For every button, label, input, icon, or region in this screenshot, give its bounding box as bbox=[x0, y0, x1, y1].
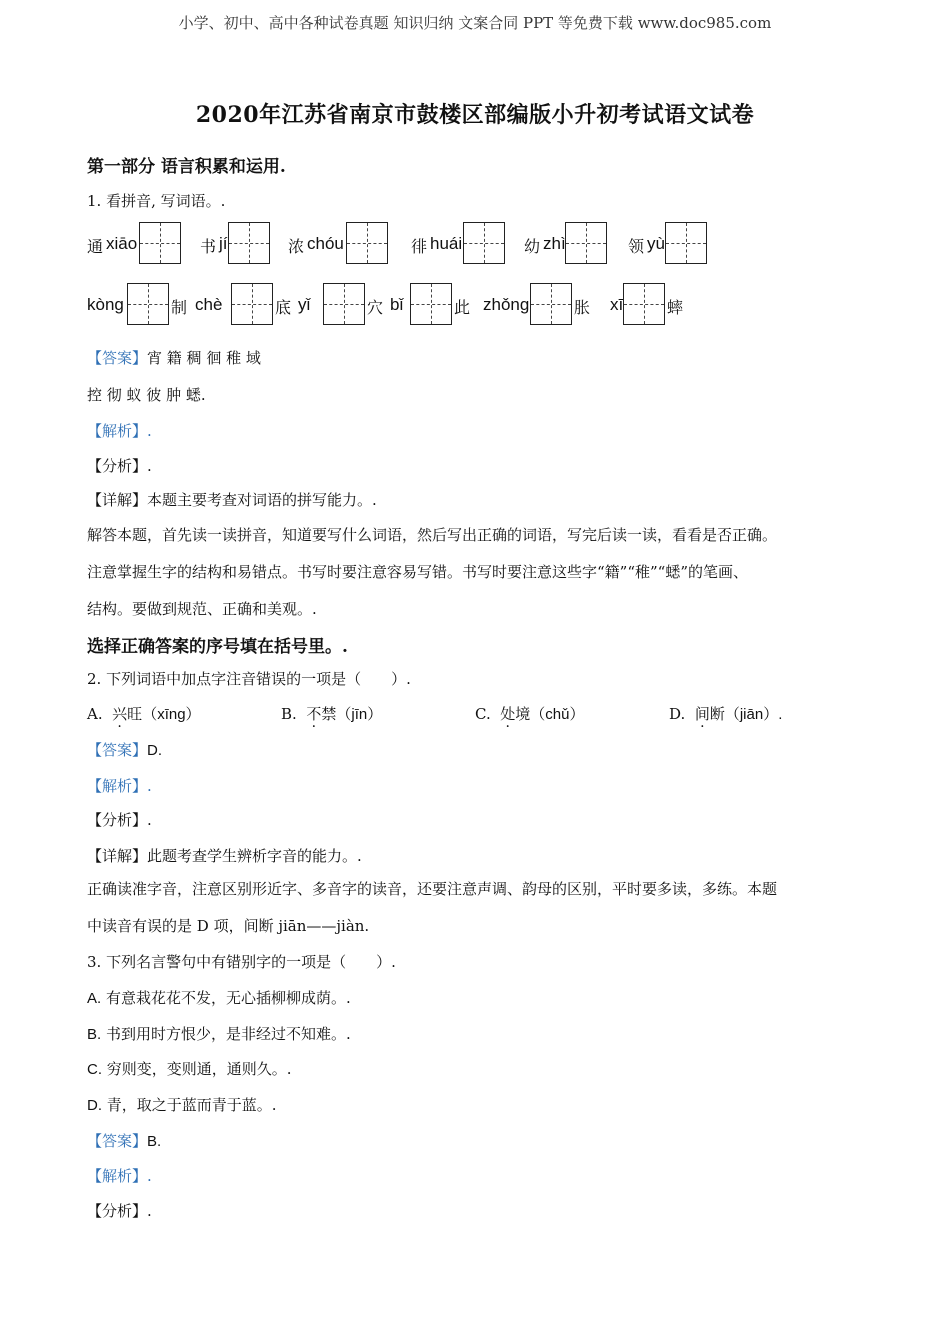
dotted-char: 不 bbox=[306, 705, 322, 723]
word-prefix: 徘 bbox=[411, 237, 428, 256]
writing-box[interactable] bbox=[623, 283, 665, 325]
answer-label: 【答案】 bbox=[87, 349, 148, 367]
q3-option[interactable] bbox=[87, 1058, 292, 1079]
option-word: 旺 bbox=[127, 705, 143, 723]
xiangjie-label: 【详解】 bbox=[87, 491, 148, 509]
word-prefix: 浓 bbox=[288, 237, 305, 256]
q2-option[interactable] bbox=[281, 703, 382, 724]
option-letter: D. bbox=[87, 1097, 102, 1114]
pinyin-text: bǐ bbox=[390, 295, 404, 314]
option-word: 断 bbox=[709, 705, 725, 723]
answer-text: D. bbox=[147, 742, 163, 759]
pinyin-text: kòng bbox=[87, 295, 124, 314]
q2-para1: 正确读准字音，注意区别形近字、多音字的读音，还要注意声调、韵母的区别，平时要多读，多练。本题 bbox=[87, 880, 778, 898]
q2-option[interactable] bbox=[87, 703, 201, 724]
option-word: 禁 bbox=[321, 705, 337, 723]
dotted-char: 兴 bbox=[112, 705, 128, 723]
option-pinyin: （xīng） bbox=[142, 706, 201, 723]
q2-answer bbox=[87, 739, 162, 760]
q1-para3: 结构。要做到规范、正确和美观。. bbox=[87, 600, 317, 618]
xiangjie-label: 【详解】 bbox=[87, 847, 148, 865]
option-letter: A. bbox=[87, 990, 102, 1007]
pinyin-text: yǐ bbox=[298, 295, 311, 314]
writing-box[interactable] bbox=[565, 222, 607, 264]
pinyin-text: chè bbox=[195, 295, 223, 314]
q1-stem: 1. 看拼音, 写词语。. bbox=[87, 192, 226, 210]
word-prefix: 幼 bbox=[524, 237, 541, 256]
q1-fenxi: 【分析】. bbox=[87, 457, 152, 475]
word-suffix: 穴 bbox=[367, 298, 384, 317]
pinyin-text: jí bbox=[219, 234, 228, 253]
writing-box[interactable] bbox=[346, 222, 388, 264]
q1-xiangjie bbox=[87, 489, 377, 510]
option-letter: D. bbox=[669, 705, 686, 723]
q3-stem: 3. 下列名言警句中有错别字的一项是（ ）. bbox=[87, 953, 396, 971]
option-word: 境 bbox=[515, 705, 531, 723]
q2-option[interactable] bbox=[475, 703, 584, 724]
word-prefix: 通 bbox=[87, 237, 104, 256]
writing-box[interactable] bbox=[410, 283, 452, 325]
word-suffix: 胀 bbox=[574, 298, 591, 317]
q2-fenxi: 【分析】. bbox=[87, 811, 152, 829]
xiangjie-text: 本题主要考查对词语的拼写能力。. bbox=[147, 491, 377, 509]
word-prefix: 领 bbox=[628, 237, 645, 256]
option-pinyin: （chǔ） bbox=[530, 706, 585, 723]
answer-label: 【答案】 bbox=[87, 1132, 148, 1150]
pinyin-text: yù bbox=[647, 234, 665, 253]
page-header: 小学、初中、高中各种试卷真题 知识归纳 文案合同 PPT 等免费下载 www.doc985.com bbox=[178, 14, 772, 32]
pinyin-text: huái bbox=[430, 234, 463, 253]
q3-fenxi: 【分析】. bbox=[87, 1202, 152, 1220]
option-text: 有意栽花花不发，无心插柳柳成荫。. bbox=[105, 989, 351, 1007]
xiangjie-text: 此题考查学生辨析字音的能力。. bbox=[147, 847, 362, 865]
writing-box[interactable] bbox=[127, 283, 169, 325]
writing-box[interactable] bbox=[463, 222, 505, 264]
q1-jiexi: 【解析】. bbox=[87, 422, 152, 440]
answer-text: 宵 籍 稠 徊 稚 域 bbox=[147, 349, 261, 367]
option-letter: B. bbox=[281, 705, 297, 723]
writing-box[interactable] bbox=[139, 222, 181, 264]
option-text: 书到用时方恨少，是非经过不知难。. bbox=[105, 1025, 351, 1043]
pinyin-text: zhǒng bbox=[483, 295, 530, 314]
q3-option[interactable] bbox=[87, 987, 351, 1008]
option-text: 穷则变，变则通，通则久。. bbox=[106, 1060, 292, 1078]
q2-xiangjie bbox=[87, 845, 362, 866]
q2-option[interactable] bbox=[669, 703, 782, 724]
option-pinyin: （jiān）. bbox=[724, 706, 783, 723]
option-letter: C. bbox=[87, 1061, 102, 1078]
word-suffix: 底 bbox=[275, 298, 292, 317]
q1-para2: 注意掌握生字的结构和易错点。书写时要注意容易写错。书写时要注意这些字“籍”“稚”“蟋”的笔画、 bbox=[87, 563, 749, 581]
q2-jiexi: 【解析】. bbox=[87, 777, 152, 795]
pinyin-text: xiāo bbox=[106, 234, 138, 253]
word-prefix: 书 bbox=[200, 237, 217, 256]
word-suffix: 蟀 bbox=[667, 298, 684, 317]
writing-box[interactable] bbox=[228, 222, 270, 264]
writing-box[interactable] bbox=[665, 222, 707, 264]
pinyin-text: chóu bbox=[307, 234, 344, 253]
writing-box[interactable] bbox=[530, 283, 572, 325]
answer-label: 【答案】 bbox=[87, 741, 148, 759]
writing-box[interactable] bbox=[323, 283, 365, 325]
q3-option[interactable] bbox=[87, 1094, 277, 1115]
q1-answer bbox=[87, 347, 261, 368]
q1-para1: 解答本题，首先读一读拼音，知道要写什么词语，然后写出正确的词语，写完后读一读，看看是否正确。 bbox=[87, 526, 778, 544]
q3-jiexi: 【解析】. bbox=[87, 1167, 152, 1185]
section-heading: 选择正确答案的序号填在括号里。. bbox=[87, 637, 348, 657]
pinyin-text: xī bbox=[610, 295, 624, 314]
word-suffix: 制 bbox=[171, 298, 188, 317]
option-pinyin: （jīn） bbox=[336, 706, 383, 723]
dotted-char: 间 bbox=[694, 705, 710, 723]
option-letter: A. bbox=[87, 705, 103, 723]
option-letter: C. bbox=[475, 705, 491, 723]
dotted-char: 处 bbox=[500, 705, 516, 723]
q3-option[interactable] bbox=[87, 1023, 351, 1044]
part-heading: 第一部分 语言积累和运用. bbox=[87, 157, 286, 177]
writing-box[interactable] bbox=[231, 283, 273, 325]
q2-para2: 中读音有误的是 D 项，间断 jiān——jiàn. bbox=[87, 917, 370, 935]
word-suffix: 此 bbox=[454, 298, 471, 317]
pinyin-text: zhì bbox=[543, 234, 566, 253]
exam-title: 2020年江苏省南京市鼓楼区部编版小升初考试语文试卷 bbox=[195, 102, 755, 128]
q3-answer bbox=[87, 1130, 161, 1151]
q1-answer-line2: 控 彻 蚁 彼 肿 蟋. bbox=[87, 386, 206, 404]
option-letter: B. bbox=[87, 1026, 102, 1043]
q2-stem: 2. 下列词语中加点字注音错误的一项是（ ）. bbox=[87, 670, 411, 688]
option-text: 青，取之于蓝而青于蓝。. bbox=[106, 1096, 277, 1114]
answer-text: B. bbox=[147, 1133, 162, 1150]
